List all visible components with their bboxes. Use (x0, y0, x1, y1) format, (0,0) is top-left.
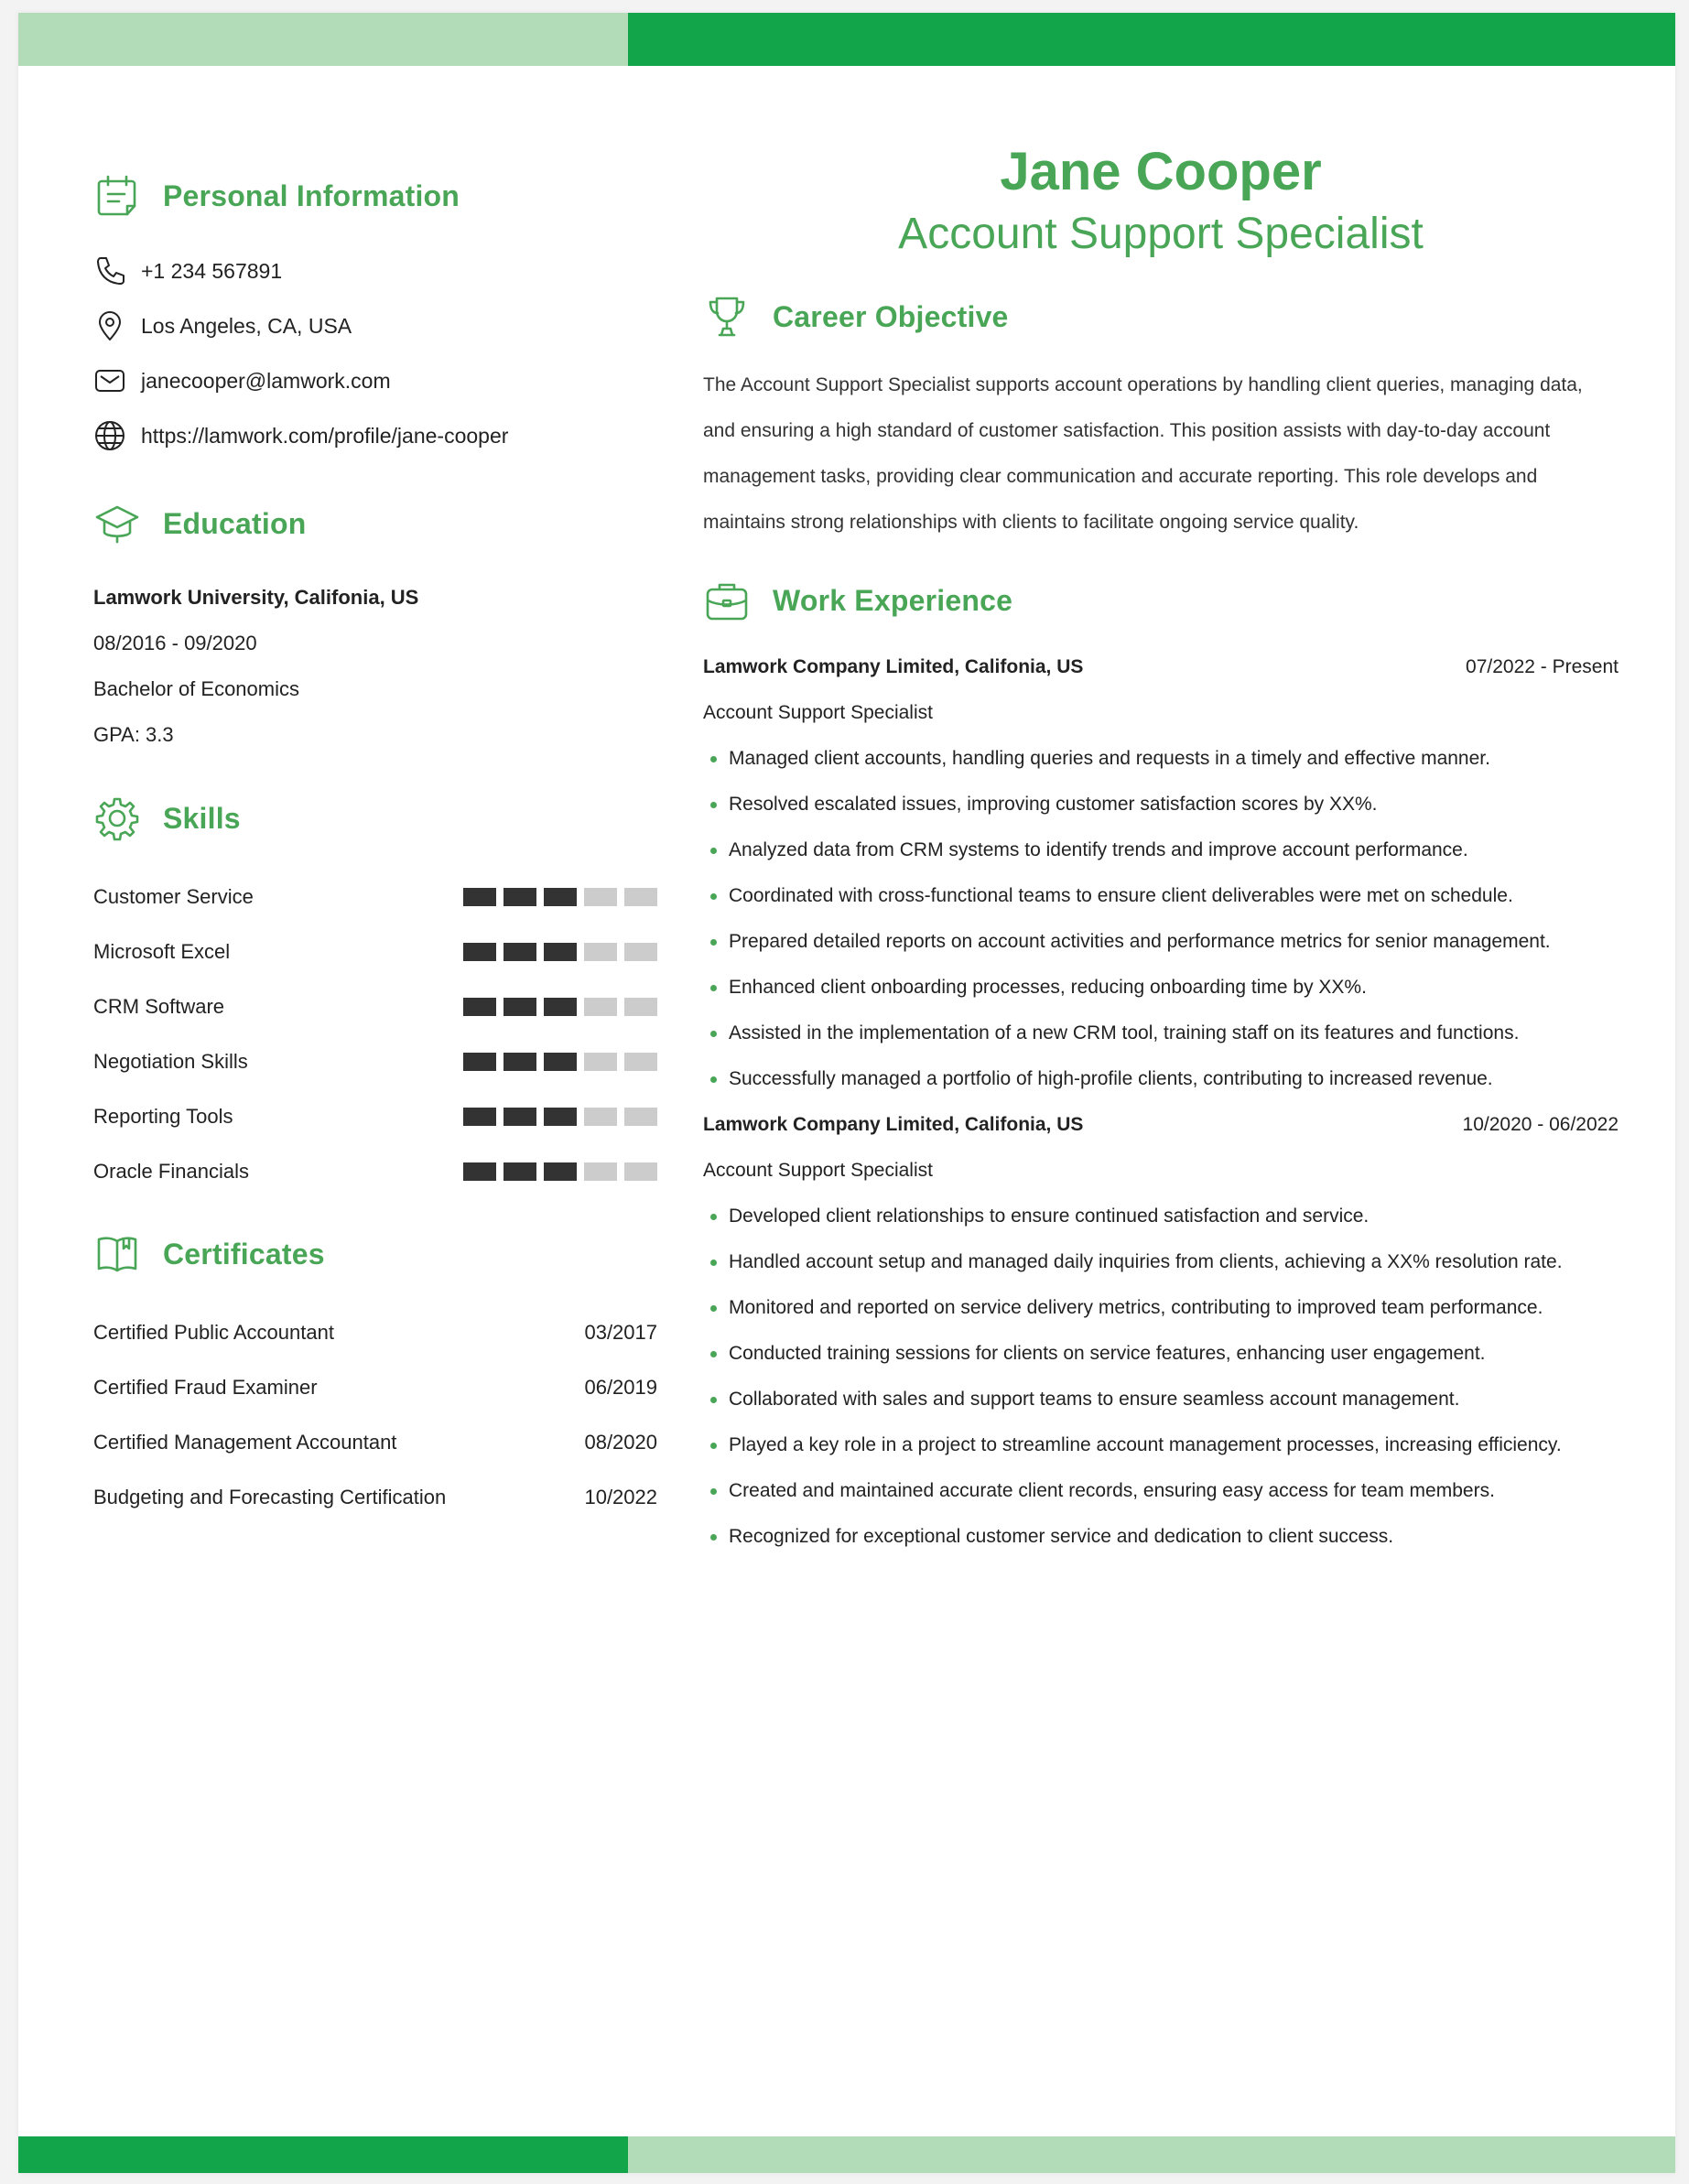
skill-name: CRM Software (93, 995, 225, 1018)
meter-segment-empty (624, 1108, 657, 1126)
objective-title: Career Objective (773, 299, 1009, 333)
skill-row (93, 870, 657, 924)
contact-list (93, 243, 657, 463)
job-entry (703, 644, 1619, 1102)
phone-text: +1 234 567891 (141, 258, 283, 283)
education-title: Education (163, 506, 307, 540)
meter-segment-filled (463, 1053, 496, 1071)
meter-segment-filled (544, 1162, 577, 1181)
job-bullets (703, 736, 1619, 1102)
work-title: Work Experience (773, 583, 1013, 617)
meter-segment-filled (544, 1108, 577, 1126)
certificate-row (93, 1360, 657, 1415)
meter-segment-filled (544, 998, 577, 1016)
job-company: Lamwork Company Limited, Califonia, US (703, 656, 1084, 677)
certificate-name: Certified Public Accountant (93, 1321, 334, 1344)
job-bullet: Recognized for exceptional customer service and dedication to client success. (703, 1514, 1619, 1560)
meter-segment-empty (584, 943, 617, 961)
skill-name: Reporting Tools (93, 1105, 233, 1128)
certificate-name: Certified Management Accountant (93, 1431, 397, 1454)
trophy-icon (703, 291, 754, 342)
meter-segment-filled (463, 998, 496, 1016)
job-bullet: Played a key role in a project to streamline account management processes, increasing efficiency. (703, 1422, 1619, 1468)
job-bullet: Created and maintained accurate client records, ensuring easy access for team members. (703, 1468, 1619, 1514)
meter-segment-empty (624, 1053, 657, 1071)
objective-text: The Account Support Specialist supports account operations by handling client queries, managing data, and ensuring a high standard of customer satisfaction. This position assists with day-to-day account management tasks, providing clear communication and accurate reporting. This role develops and maintains strong relationships with clients to facilitate ongoing service quality. (703, 374, 1583, 533)
skill-level-meter (463, 943, 657, 961)
job-header (703, 1102, 1619, 1148)
contact-location (93, 298, 657, 353)
meter-segment-filled (503, 1108, 536, 1126)
skill-row (93, 1034, 657, 1089)
briefcase-icon (703, 575, 754, 626)
skill-level-meter (463, 998, 657, 1016)
skill-row (93, 924, 657, 979)
skills-heading (93, 791, 657, 846)
globe-icon (93, 419, 141, 452)
certificate-row (93, 1470, 657, 1525)
skill-row (93, 1144, 657, 1199)
education-dates: 08/2016 - 09/2020 (93, 632, 257, 654)
certificate-date: 06/2019 (584, 1376, 657, 1399)
skills-list (93, 870, 657, 1199)
meter-segment-filled (503, 888, 536, 906)
phone-icon (93, 254, 141, 287)
job-bullet: Collaborated with sales and support teams to ensure seamless account management. (703, 1377, 1619, 1422)
meter-segment-empty (584, 1108, 617, 1126)
certificate-date: 08/2020 (584, 1431, 657, 1454)
job-bullet: Assisted in the implementation of a new CRM tool, training staff on its features and functions. (703, 1011, 1619, 1056)
skill-level-meter (463, 888, 657, 906)
candidate-title: Account Support Specialist (898, 210, 1424, 258)
certificate-date: 03/2017 (584, 1321, 657, 1344)
job-bullet: Conducted training sessions for clients on service features, enhancing user engagement. (703, 1331, 1619, 1377)
job-dates: 07/2022 - Present (1466, 656, 1619, 677)
job-bullets (703, 1194, 1619, 1560)
job-bullet: Prepared detailed reports on account activities and performance metrics for senior management. (703, 919, 1619, 965)
job-bullet: Enhanced client onboarding processes, reducing onboarding time by XX%. (703, 965, 1619, 1011)
education-school: Lamwork University, Califonia, US (93, 586, 419, 609)
skill-name: Negotiation Skills (93, 1050, 248, 1073)
skill-level-meter (463, 1108, 657, 1126)
job-role: Account Support Specialist (703, 1160, 933, 1181)
meter-segment-empty (584, 998, 617, 1016)
book-icon (93, 1228, 145, 1280)
meter-segment-filled (544, 888, 577, 906)
meter-segment-filled (544, 1053, 577, 1071)
job-bullet: Successfully managed a portfolio of high-profile clients, contributing to increased revenue. (703, 1056, 1619, 1102)
education-degree: Bachelor of Economics (93, 677, 299, 700)
job-bullet: Monitored and reported on service delivery metrics, contributing to improved team performance. (703, 1285, 1619, 1331)
objective-heading (703, 289, 1619, 344)
graduation-cap-icon (93, 498, 145, 549)
job-role: Account Support Specialist (703, 702, 933, 723)
website-text: https://lamwork.com/profile/jane-cooper (141, 423, 509, 448)
meter-segment-filled (544, 943, 577, 961)
job-header (703, 644, 1619, 690)
personal-info-title: Personal Information (163, 178, 460, 212)
meter-segment-empty (624, 1162, 657, 1181)
job-bullet: Coordinated with cross-functional teams to ensure client deliverables were met on schedule. (703, 873, 1619, 919)
meter-segment-filled (503, 998, 536, 1016)
education-heading (93, 496, 657, 551)
job-entry (703, 1102, 1619, 1560)
meter-segment-filled (463, 943, 496, 961)
top-decor-bar (18, 13, 1675, 66)
mail-icon (93, 364, 141, 397)
meter-segment-filled (503, 943, 536, 961)
gear-icon (93, 793, 145, 844)
job-company: Lamwork Company Limited, Califonia, US (703, 1114, 1084, 1135)
work-heading (703, 573, 1619, 628)
bottom-decor-bar (18, 2136, 1675, 2173)
meter-segment-empty (624, 998, 657, 1016)
meter-segment-empty (624, 888, 657, 906)
meter-segment-filled (463, 1108, 496, 1126)
top-bar-light (18, 13, 628, 66)
job-bullet: Handled account setup and managed daily inquiries from clients, achieving a XX% resolution rate. (703, 1239, 1619, 1285)
contact-phone (93, 243, 657, 298)
job-bullet: Resolved escalated issues, improving customer satisfaction scores by XX%. (703, 782, 1619, 827)
right-column (703, 141, 1619, 1560)
certificate-row (93, 1415, 657, 1470)
job-bullet: Analyzed data from CRM systems to identify trends and improve account performance. (703, 827, 1619, 873)
job-bullet: Developed client relationships to ensure continued satisfaction and service. (703, 1194, 1619, 1239)
top-bar-dark (628, 13, 1675, 66)
certificate-row (93, 1305, 657, 1360)
location-text: Los Angeles, CA, USA (141, 313, 352, 338)
personal-info-heading (93, 168, 657, 223)
meter-segment-empty (584, 888, 617, 906)
jobs-list (703, 644, 1619, 1560)
skill-level-meter (463, 1053, 657, 1071)
bottom-bar-light (628, 2136, 1675, 2173)
email-text: janecooper@lamwork.com (141, 368, 391, 393)
skill-name: Oracle Financials (93, 1160, 249, 1183)
meter-segment-filled (463, 888, 496, 906)
skill-name: Customer Service (93, 885, 254, 908)
skill-level-meter (463, 1162, 657, 1181)
meter-segment-empty (584, 1162, 617, 1181)
education-gpa: GPA: 3.3 (93, 723, 174, 746)
skill-row (93, 1089, 657, 1144)
skill-name: Microsoft Excel (93, 940, 231, 963)
contact-email (93, 353, 657, 408)
meter-segment-filled (463, 1162, 496, 1181)
skill-row (93, 979, 657, 1034)
candidate-name: Jane Cooper (1000, 142, 1322, 201)
meter-segment-filled (503, 1053, 536, 1071)
certificates-title: Certificates (163, 1237, 325, 1270)
resume-page (18, 13, 1675, 2173)
meter-segment-empty (584, 1053, 617, 1071)
certificate-name: Certified Fraud Examiner (93, 1376, 318, 1399)
left-column (93, 168, 657, 1525)
education-block (93, 575, 657, 758)
certificates-heading (93, 1227, 657, 1281)
job-bullet: Managed client accounts, handling queries and requests in a timely and effective manner. (703, 736, 1619, 782)
meter-segment-filled (503, 1162, 536, 1181)
certificate-name: Budgeting and Forecasting Certification (93, 1486, 447, 1508)
meter-segment-empty (624, 943, 657, 961)
job-dates: 10/2020 - 06/2022 (1462, 1114, 1619, 1135)
bottom-bar-dark (18, 2136, 628, 2173)
contact-website (93, 408, 657, 463)
certificate-date: 10/2022 (584, 1486, 657, 1508)
skills-title: Skills (163, 801, 241, 835)
location-pin-icon (93, 309, 141, 342)
certificates-list (93, 1305, 657, 1525)
calendar-note-icon (93, 170, 145, 222)
